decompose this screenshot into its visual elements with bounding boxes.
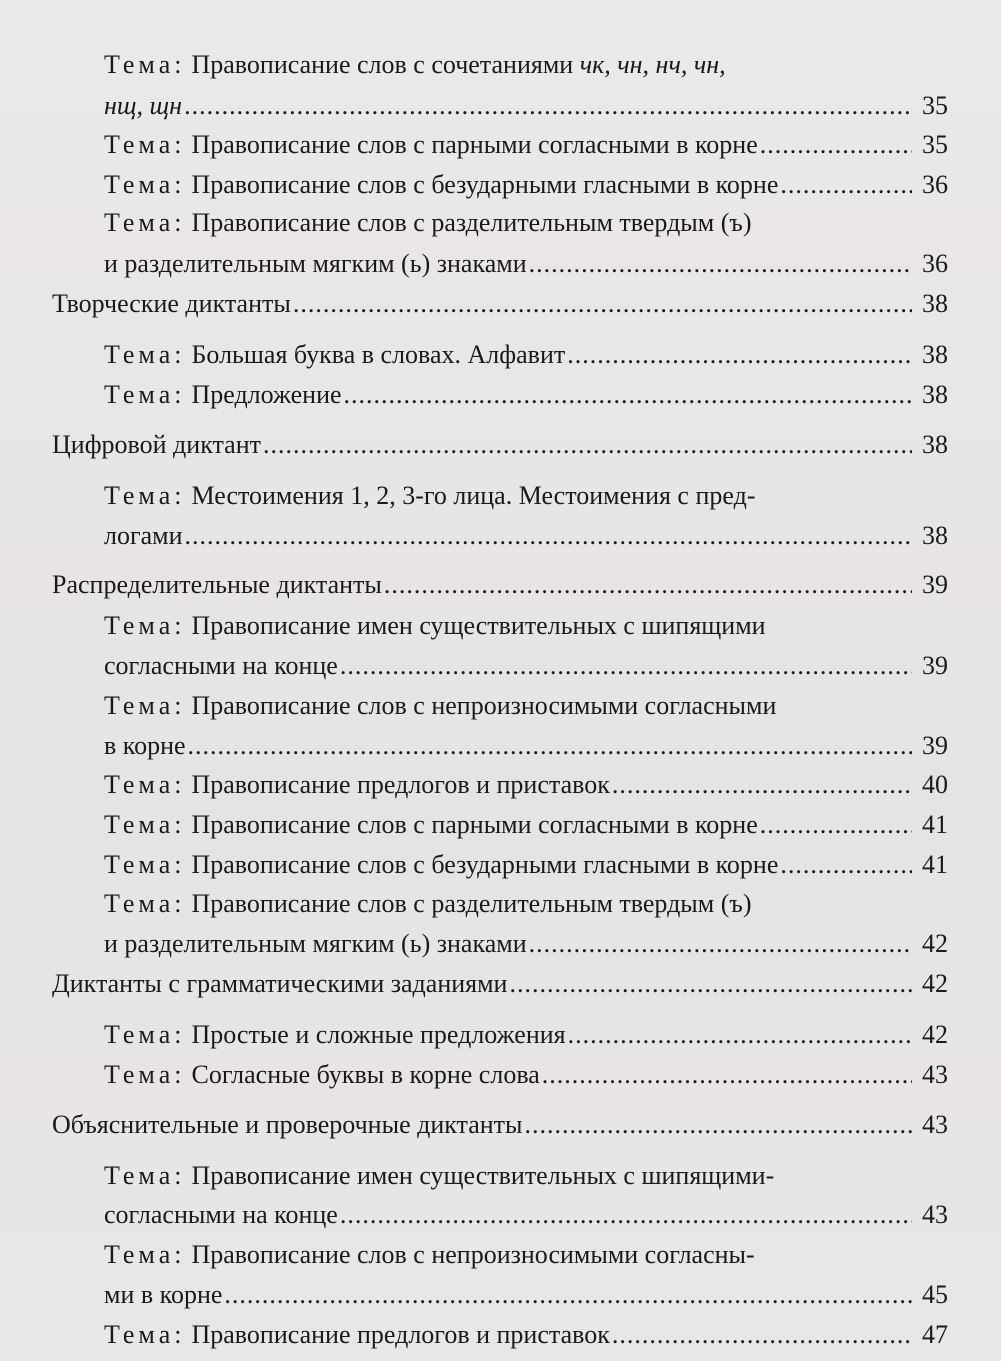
dot-leader — [184, 89, 912, 123]
toc-theme-e16-line2[interactable] — [104, 927, 948, 961]
theme-title-cont: согласными на конце — [104, 651, 338, 680]
theme-label-text: Тема — [104, 850, 175, 879]
theme-title: Правописание имен существительных с шипящими- — [191, 1161, 775, 1190]
theme-label-colon: : — [174, 1020, 182, 1049]
page-number: 35 — [922, 91, 948, 120]
page-number: 43 — [922, 1110, 948, 1139]
theme-label-text: Тема — [104, 810, 175, 839]
theme-label — [104, 889, 191, 918]
toc-theme-e11-line2-text — [104, 649, 338, 683]
toc-theme-e4-line2-text — [104, 247, 527, 281]
toc-theme-e21-line2[interactable] — [104, 1198, 948, 1232]
toc-theme-e18[interactable] — [104, 1018, 948, 1052]
dot-leader — [509, 967, 912, 1001]
page-number: 36 — [922, 249, 948, 278]
dot-leader — [760, 128, 912, 162]
theme-title-cont: и разделительным мягким (ь) знаками — [104, 929, 527, 958]
toc-theme-e7[interactable] — [104, 378, 948, 412]
dot-leader — [344, 378, 912, 412]
theme-label — [104, 810, 191, 839]
dot-leader — [263, 428, 912, 462]
theme-title: Простые и сложные предложения — [191, 1020, 566, 1049]
toc-theme-e12-line2[interactable] — [104, 729, 948, 763]
dot-leader — [529, 247, 912, 281]
toc-theme-e14[interactable] — [104, 808, 948, 842]
theme-label-colon: : — [174, 208, 182, 237]
toc-theme-e9-line1 — [104, 479, 755, 513]
dot-leader — [188, 729, 912, 763]
theme-title: Правописание слов с разделительным твердым (ъ) — [191, 208, 752, 237]
toc-theme-e2[interactable] — [104, 128, 948, 162]
page-number: 38 — [922, 340, 948, 369]
toc-theme-e22-line2-text — [104, 1278, 222, 1312]
dot-leader — [293, 287, 912, 321]
theme-label-text: Тема — [104, 1060, 175, 1089]
theme-label-colon: : — [174, 1060, 182, 1089]
theme-label-colon: : — [174, 481, 182, 510]
toc-section-e20[interactable] — [52, 1108, 948, 1142]
toc-theme-e11-line1 — [104, 609, 766, 643]
page-number: 39 — [922, 570, 948, 599]
toc-theme-e4-line2[interactable] — [104, 247, 948, 281]
toc-theme-e4-line1 — [104, 206, 752, 240]
toc-theme-e19[interactable] — [104, 1058, 948, 1092]
theme-title-cont-italic: нщ, щн — [104, 91, 183, 120]
toc-theme-e3[interactable] — [104, 168, 948, 202]
dot-leader — [568, 1018, 912, 1052]
theme-label — [104, 208, 191, 237]
theme-title: Предложение — [191, 380, 342, 409]
toc-theme-e15-text — [104, 848, 778, 882]
toc-theme-e16-line2-text — [104, 927, 527, 961]
theme-label-text: Тема — [104, 770, 175, 799]
toc-section-e5[interactable] — [52, 287, 948, 321]
toc-theme-e15[interactable] — [104, 848, 948, 882]
section-title: Объяснительные и проверочные диктанты — [52, 1110, 523, 1139]
theme-label-colon: : — [174, 1240, 182, 1269]
toc-theme-e21-line1 — [104, 1159, 774, 1193]
theme-title: Правописание слов с безударными гласными в корне — [191, 850, 779, 879]
theme-label-colon: : — [174, 50, 182, 79]
toc-theme-e14-text — [104, 808, 758, 842]
theme-label — [104, 380, 191, 409]
theme-label-text: Тема — [104, 691, 175, 720]
theme-label-colon: : — [174, 130, 182, 159]
theme-title-cont: согласными на конце — [104, 1200, 338, 1229]
theme-label — [104, 1320, 191, 1349]
toc-section-e20-text — [52, 1108, 523, 1142]
page-number: 39 — [922, 651, 948, 680]
theme-title: Правописание слов с непроизносимыми согласными — [191, 691, 777, 720]
theme-label-colon: : — [174, 691, 182, 720]
theme-label-colon: : — [174, 340, 182, 369]
page-number: 38 — [922, 430, 948, 459]
page-number: 40 — [922, 770, 948, 799]
theme-label — [104, 691, 191, 720]
toc-theme-e9-line2-text — [104, 519, 183, 553]
dot-leader — [340, 1198, 912, 1232]
theme-label-text: Тема — [104, 481, 175, 510]
toc-theme-e21-line2-text — [104, 1198, 338, 1232]
theme-label-text: Тема — [104, 1161, 175, 1190]
page-number: 38 — [922, 380, 948, 409]
theme-label-text: Тема — [104, 1020, 175, 1049]
theme-label-text: Тема — [104, 340, 175, 369]
theme-title-cont: в корне — [104, 731, 186, 760]
toc-section-e5-text — [52, 287, 291, 321]
theme-title: Правописание слов с сочетаниями — [191, 50, 574, 79]
theme-label — [104, 1060, 191, 1089]
section-title: Диктанты с грамматическими заданиями — [52, 969, 508, 998]
dot-leader — [780, 168, 912, 202]
page-number: 35 — [922, 130, 948, 159]
theme-label — [104, 770, 191, 799]
theme-title: Правописание слов с непроизносимыми согласны- — [191, 1240, 755, 1269]
page-number: 38 — [922, 289, 948, 318]
section-title: Распределительные диктанты — [52, 570, 382, 599]
theme-title: Правописание имен существительных с шипящими — [191, 611, 766, 640]
theme-title: Правописание предлогов и приставок — [191, 1320, 610, 1349]
page-number: 43 — [922, 1200, 948, 1229]
theme-label — [104, 340, 191, 369]
theme-label — [104, 611, 191, 640]
toc-theme-e23[interactable] — [104, 1318, 948, 1352]
toc-theme-e13-text — [104, 768, 610, 802]
dot-leader — [612, 1318, 912, 1352]
theme-label — [104, 50, 191, 79]
theme-label-colon: : — [174, 380, 182, 409]
theme-title: Местоимения 1, 2, 3-го лица. Местоимения с пред- — [191, 481, 756, 510]
toc-theme-e1-line2[interactable] — [104, 89, 948, 123]
toc-theme-e18-text — [104, 1018, 566, 1052]
section-title: Творческие диктанты — [52, 289, 291, 318]
dot-leader — [612, 768, 912, 802]
theme-title-cont: и разделительным мягким (ь) знаками — [104, 249, 527, 278]
toc-theme-e1-line2-text — [104, 89, 182, 123]
theme-label-colon: : — [174, 1161, 182, 1190]
toc-section-e8-text — [52, 428, 261, 462]
page-number: 42 — [922, 929, 948, 958]
page-number: 38 — [922, 521, 948, 550]
theme-label — [104, 130, 191, 159]
dot-leader — [529, 927, 912, 961]
theme-label-colon: : — [174, 850, 182, 879]
dot-leader — [340, 649, 912, 683]
toc-theme-e1-line1 — [104, 48, 726, 82]
toc-theme-e2-text — [104, 128, 758, 162]
toc-theme-e23-text — [104, 1318, 610, 1352]
theme-label-colon: : — [174, 889, 182, 918]
toc-section-e17[interactable] — [52, 967, 948, 1001]
theme-title-cont: ми в корне — [104, 1280, 223, 1309]
dot-leader — [525, 1108, 912, 1142]
theme-label-text: Тема — [104, 380, 175, 409]
toc-theme-e9-line2[interactable] — [104, 519, 948, 553]
theme-title: Большая буква в словах. Алфавит — [191, 340, 566, 369]
page-number: 45 — [922, 1280, 948, 1309]
page-number: 42 — [922, 969, 948, 998]
toc-theme-e11-line2[interactable] — [104, 649, 948, 683]
toc-theme-e19-text — [104, 1058, 540, 1092]
theme-label — [104, 1020, 191, 1049]
theme-label-colon: : — [174, 770, 182, 799]
theme-label — [104, 170, 191, 199]
page-number: 36 — [922, 170, 948, 199]
toc-theme-e6[interactable] — [104, 338, 948, 372]
theme-title: Согласные буквы в корне слова — [191, 1060, 540, 1089]
theme-title: Правописание слов с парными согласными в корне — [191, 810, 758, 839]
toc-theme-e3-text — [104, 168, 778, 202]
theme-title: Правописание слов с безударными гласными в корне — [191, 170, 779, 199]
theme-label-colon: : — [174, 810, 182, 839]
theme-label-text: Тема — [104, 1320, 175, 1349]
toc-theme-e6-text — [104, 338, 565, 372]
theme-label-text: Тема — [104, 208, 175, 237]
theme-label — [104, 850, 191, 879]
section-title: Цифровой диктант — [52, 430, 261, 459]
theme-label — [104, 481, 191, 510]
theme-title: Правописание предлогов и приставок — [191, 770, 610, 799]
toc-theme-e7-text — [104, 378, 342, 412]
theme-label-text: Тема — [104, 889, 175, 918]
toc-theme-e22-line1 — [104, 1238, 755, 1272]
toc-theme-e13[interactable] — [104, 768, 948, 802]
page-number: 47 — [922, 1320, 948, 1349]
page-number: 39 — [922, 731, 948, 760]
page-number: 41 — [922, 850, 948, 879]
toc-theme-e12-line2-text — [104, 729, 186, 763]
theme-label-text: Тема — [104, 50, 175, 79]
theme-label — [104, 1161, 191, 1190]
theme-title-italic: чк, чн, нч, чн, — [579, 50, 726, 79]
dot-leader — [567, 338, 912, 372]
dot-leader — [384, 568, 912, 602]
theme-label-colon: : — [174, 170, 182, 199]
theme-label-text: Тема — [104, 611, 175, 640]
page-number: 42 — [922, 1020, 948, 1049]
toc-section-e10[interactable] — [52, 568, 948, 602]
toc-theme-e22-line2[interactable] — [104, 1278, 948, 1312]
dot-leader — [760, 808, 912, 842]
toc-theme-e16-line1 — [104, 887, 752, 921]
theme-label-text: Тема — [104, 170, 175, 199]
toc-section-e17-text — [52, 967, 507, 1001]
toc-section-e8[interactable] — [52, 428, 948, 462]
page-number: 43 — [922, 1060, 948, 1089]
theme-label-colon: : — [174, 1320, 182, 1349]
theme-title: Правописание слов с парными согласными в корне — [191, 130, 758, 159]
theme-label — [104, 1240, 191, 1269]
dot-leader — [185, 519, 912, 553]
theme-label-colon: : — [174, 611, 182, 640]
toc-section-e10-text — [52, 568, 382, 602]
theme-label-text: Тема — [104, 130, 175, 159]
dot-leader — [542, 1058, 912, 1092]
theme-title: Правописание слов с разделительным твердым (ъ) — [191, 889, 752, 918]
page-number: 41 — [922, 810, 948, 839]
theme-title-cont: логами — [104, 521, 183, 550]
dot-leader — [224, 1278, 912, 1312]
dot-leader — [780, 848, 912, 882]
toc-theme-e12-line1 — [104, 689, 776, 723]
theme-label-text: Тема — [104, 1240, 175, 1269]
